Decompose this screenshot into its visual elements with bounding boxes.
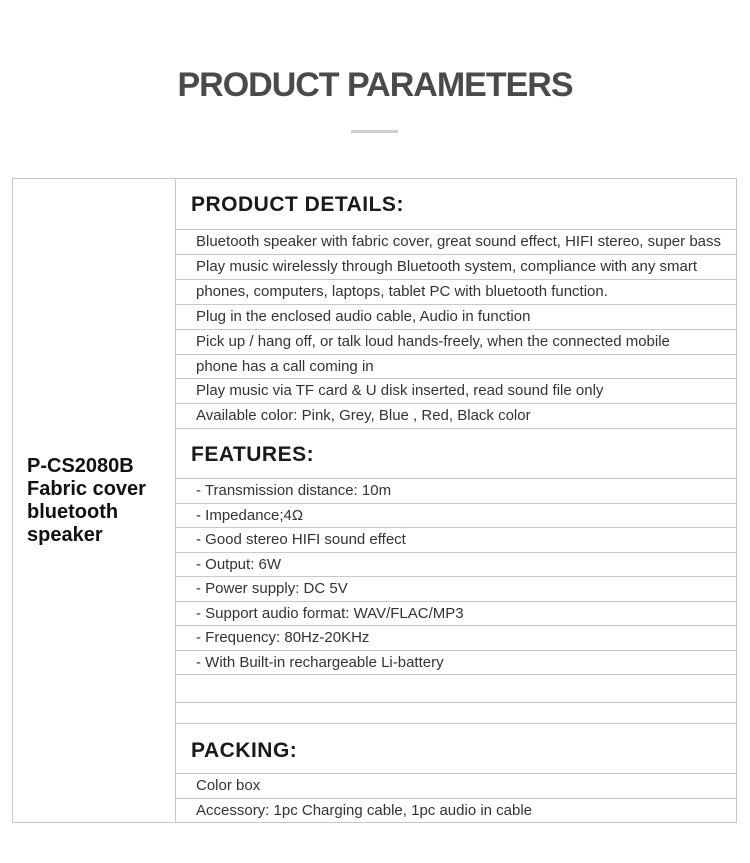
features-row: - Impedance;4Ω [176, 504, 736, 528]
section-heading-details: PRODUCT DETAILS: [176, 179, 736, 230]
details-row: Pick up / hang off, or talk loud hands-freely, when the connected mobile [176, 330, 736, 355]
section-heading-packing: PACKING: [176, 724, 736, 774]
title-divider [351, 130, 398, 133]
details-row: Play music wirelessly through Bluetooth system, compliance with any smart [176, 255, 736, 280]
features-row: - Good stereo HIFI sound effect [176, 528, 736, 553]
page-title: PRODUCT PARAMETERS [177, 66, 573, 104]
features-row: - Support audio format: WAV/FLAC/MP3 [176, 602, 736, 626]
features-row: - Power supply: DC 5V [176, 577, 736, 602]
packing-row: Accessory: 1pc Charging cable, 1pc audio in cable [196, 802, 533, 819]
packing-row: Color box [176, 774, 736, 799]
features-row: - With Built-in rechargeable Li-battery [176, 651, 736, 675]
empty-row [176, 675, 736, 703]
model-cell [13, 179, 176, 822]
details-row: phone has a call coming in [176, 355, 736, 379]
features-row: - Output: 6W [176, 553, 736, 577]
model-line: P-CS2080B [27, 455, 134, 477]
model-name [27, 455, 173, 547]
model-line: Fabric cover [27, 478, 146, 500]
details-row: Plug in the enclosed audio cable, Audio in function [176, 305, 736, 330]
details-row: Available color: Pink, Grey, Blue , Red, Black color [176, 404, 736, 429]
features-row: - Transmission distance: 10m [176, 479, 736, 504]
empty-row [176, 703, 736, 724]
model-line: speaker [27, 524, 103, 546]
section-heading-features: FEATURES: [176, 429, 736, 479]
details-row: Bluetooth speaker with fabric cover, great sound effect, HIFI stereo, super bass [176, 230, 736, 255]
details-row: phones, computers, laptops, tablet PC with bluetooth function. [176, 280, 736, 305]
model-line: bluetooth [27, 501, 119, 523]
parameters-table [12, 178, 737, 823]
details-row: Play music via TF card & U disk inserted, read sound file only [176, 379, 736, 404]
features-row: - Frequency: 80Hz-20KHz [176, 626, 736, 651]
